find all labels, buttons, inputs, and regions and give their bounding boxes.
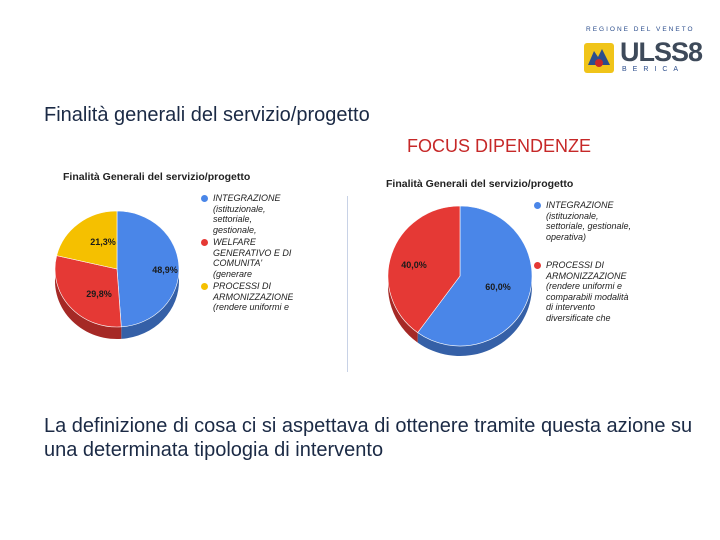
focus-heading: FOCUS DIPENDENZE (407, 136, 592, 156)
description-text: La definizione di cosa ci si aspettava di ottenere tramite questa azione su una determinata tipologia di intervento (44, 415, 693, 461)
chart-legend (534, 200, 654, 346)
logo-brand: ULSS8 (620, 37, 703, 67)
legend-entry (534, 200, 654, 252)
pie-data-label: 40,0% (401, 260, 427, 270)
pie-chart-svg (55, 165, 345, 355)
logo-subtitle: BERICA (622, 66, 685, 73)
veneto-lion-emblem (584, 43, 614, 73)
legend-label: INTEGRAZIONE (istituzionale, settoriale, gestionale, (213, 193, 281, 235)
legend-entry (534, 260, 654, 344)
legend-entry (201, 281, 293, 323)
legend-swatch-blue (534, 202, 541, 209)
legend-label: WELFARE GENERATIVO E DI COMUNITA' (generare (213, 237, 292, 279)
pie-data-label: 21,3% (90, 237, 116, 247)
pie-chart-focus (378, 172, 683, 362)
legend-swatch-red (534, 262, 541, 269)
pie-data-label: 60,0% (485, 282, 511, 292)
legend-label: PROCESSI DI ARMONIZZAZIONE (rendere uniformi e comparabili modalità di intervento diversificate che (546, 260, 629, 323)
legend-label: PROCESSI DI ARMONIZZAZIONE (rendere uniformi e (213, 281, 293, 312)
legend-swatch-blue (201, 195, 208, 202)
logo-region-text: REGIONE DEL VENETO (586, 26, 695, 33)
chart-title: Finalità Generali del servizio/progetto (386, 178, 574, 190)
legend-swatch-red (201, 239, 208, 246)
pie-data-label: 48,9% (152, 265, 178, 275)
legend-entry (201, 193, 293, 235)
legend-label: INTEGRAZIONE (istituzionale, settoriale, gestionale, operativa) (546, 200, 632, 242)
chart-title: Finalità Generali del servizio/progetto (63, 171, 251, 183)
chart-divider (347, 196, 348, 372)
pie-chart-general (55, 165, 345, 355)
legend-entry (201, 237, 293, 279)
chart-legend (201, 193, 293, 325)
ulss8-logo (582, 26, 703, 80)
legend-swatch-yellow (201, 283, 208, 290)
pie-data-label: 29,8% (86, 289, 112, 299)
slide-title: Finalità generali del servizio/progetto (44, 104, 370, 126)
